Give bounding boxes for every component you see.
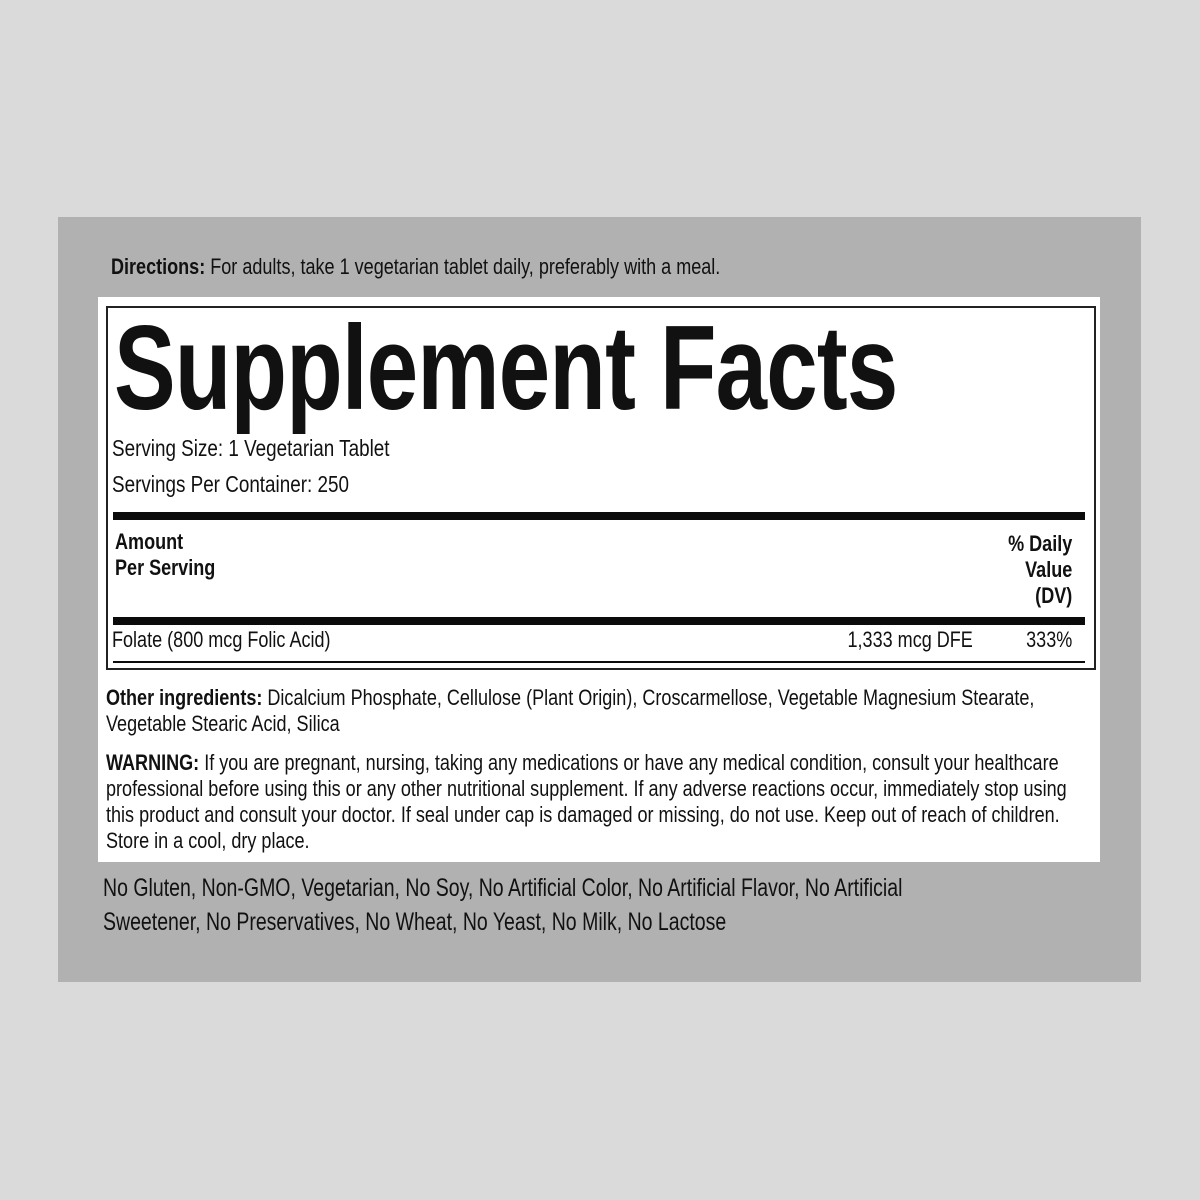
supplement-facts-title: Supplement Facts: [114, 301, 898, 435]
amount-per-serving-header: [115, 529, 215, 581]
label-white-area: [98, 297, 1100, 862]
daily-value-header: [1008, 531, 1072, 609]
warning-line4: Store in a cool, dry place.: [106, 828, 310, 853]
directions-body: For adults, take 1 vegetarian tablet daily, preferably with a meal.: [210, 254, 721, 279]
warning-line3: this product and consult your doctor. If seal under cap is damaged or missing, do not use. Keep out of reach of children.: [106, 802, 1060, 827]
header-rule-top: [113, 512, 1085, 520]
warning-text1: If you are pregnant, nursing, taking any medications or have any medical condition, consult your healthcare: [204, 750, 1059, 775]
claims-line2: Sweetener, No Preservatives, No Wheat, No Yeast, No Milk, No Lactose: [103, 908, 727, 936]
servings-per-container: Servings Per Container: 250: [112, 471, 349, 497]
warning-label: WARNING:: [106, 750, 200, 775]
header-rule-bottom: [113, 617, 1085, 625]
other-ingredients-line2: Vegetable Stearic Acid, Silica: [106, 711, 340, 736]
directions-text: [111, 254, 720, 280]
dv-header-line3: (DV): [1034, 583, 1072, 608]
nutrient-amount: 1,333 mcg DFE: [847, 627, 973, 652]
supplement-facts-box: [106, 301, 1096, 670]
dv-header-line1: % Daily: [1007, 531, 1072, 556]
amount-header-line2: Per Serving: [115, 555, 216, 580]
claims: [103, 871, 1128, 939]
other-ingredients-line1: [106, 685, 1034, 711]
directions-label: Directions:: [111, 254, 206, 279]
warning: [106, 750, 1067, 854]
claims-line1: No Gluten, Non-GMO, Vegetarian, No Soy, No Artificial Color, No Artificial Flavor, No Artificial: [103, 874, 903, 902]
warning-line2: professional before using this or any other nutritional supplement. If any adverse reactions occur, immediately stop using: [106, 776, 1067, 801]
dv-header-line2: Value: [1024, 557, 1072, 582]
warning-line1: [106, 750, 1067, 776]
amount-header-line1: Amount: [115, 529, 184, 554]
nutrient-dv: 333%: [1025, 627, 1072, 652]
other-ingredients-text1: Dicalcium Phosphate, Cellulose (Plant Origin), Croscarmellose, Vegetable Magnesium Stearate,: [267, 685, 1035, 710]
serving-size: Serving Size: 1 Vegetarian Tablet: [112, 435, 390, 461]
row-rule: [113, 661, 1085, 663]
other-ingredients-label: Other ingredients:: [106, 685, 263, 710]
label-panel: [58, 217, 1141, 982]
nutrient-name: Folate (800 mcg Folic Acid): [112, 627, 331, 652]
other-ingredients: [106, 685, 1034, 737]
